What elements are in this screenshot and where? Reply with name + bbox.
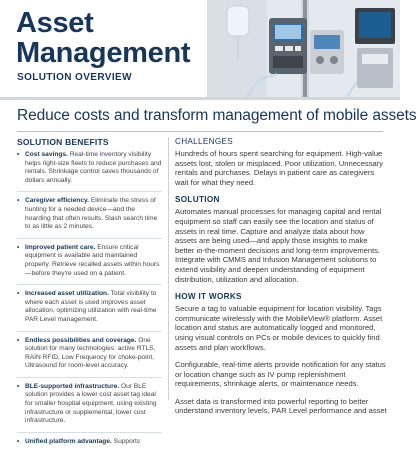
benefit-item (17, 244, 162, 278)
solution-text: Automates manual processes for managing capital and rental equipment so staff can easily see the location and status of assets in real time. Capture and analyze data about how assets are being used—and apply those insights to make better in-the-moment decisions and long-term improvements. Integrate with CMMS and Infusion Management solutions to extend visibility and deepen understanding of equipment distribution, utilization and allocation. (175, 207, 382, 284)
benefit-text: One solution for many technologies: active RTLS, RAIN RFID, Low Frequency for choke-point, Ultrasound for room-level accuracy. (25, 336, 156, 370)
bullet-icon: • (17, 336, 20, 344)
bullet-icon: • (17, 197, 20, 205)
challenges-title: CHALLENGES (175, 137, 234, 146)
benefit-heading: Unified platform advantage. (25, 437, 112, 445)
benefit-heading: Cost savings. (25, 151, 68, 158)
solution-title: SOLUTION (175, 195, 220, 205)
title-line-2: Management (16, 37, 191, 69)
benefit-heading: Caregiver efficiency. (25, 197, 90, 205)
header (0, 0, 400, 97)
benefit-item (17, 151, 162, 185)
page-title (16, 8, 190, 68)
headline: Reduce costs and transform management of mobile assets (17, 107, 417, 124)
bullet-icon: • (17, 151, 20, 158)
benefit-text: Total visibility to where each asset is used improves asset allocation, optimizing utilization with real-time PAR Level management. (25, 290, 157, 323)
how-it-works-paragraph: Asset data is transformed into powerful reporting to better understand inventory levels, PAR Level performance and asset (175, 396, 387, 416)
benefit-heading: BLE-supported infrastructure. (25, 382, 120, 390)
benefit-text: Ensure critical equipment is available and maintained properly. Retrieve recalled assets within hours—before they're used on a patient. (25, 243, 160, 277)
benefit-item (17, 197, 162, 231)
how-it-works-title: HOW IT WORKS (175, 292, 242, 302)
challenges-text: Hundreds of hours spent searching for equipment. High-value assets lost, stolen or misplaced. Poor utilization. Unnecessary rentals and purchases. Delays in patient care as caregivers wait for what they need. (175, 149, 384, 187)
benefit-item (17, 438, 162, 447)
page-subtitle: SOLUTION OVERVIEW (17, 72, 132, 83)
benefit-item (17, 383, 162, 426)
benefit-text: Our BLE solution provides a lower cost asset tag ideal for smaller hospital equipment, using existing infrastructure or supplemental, lower cost infrastructure. (25, 382, 157, 425)
benefit-item (17, 337, 162, 371)
benefit-heading: Increased asset utilization. (25, 290, 109, 298)
solution-benefits-column (17, 137, 162, 452)
how-it-works-paragraph: Secure a tag to valuable equipment for location visibility. Tags communicate wirelessly with the MobileView® platform. Asset location and status are automatically logged and monitored, using visual controls on PCs or mobile devices to quickly find assets and plan workflows. (175, 304, 383, 352)
benefit-text: Real-time inventory visibility helps right-size fleets to reduce purchases and rentals. Shrinkage control saves thousands of dollars annually. (25, 151, 162, 184)
benefit-heading: Improved patient care. (25, 243, 96, 251)
bullet-icon: • (17, 243, 20, 251)
benefit-heading: Endless possibilities and coverage. (25, 336, 137, 344)
benefit-divider (17, 331, 162, 332)
benefit-item (17, 290, 162, 324)
benefit-divider (17, 238, 162, 239)
column-divider (168, 137, 169, 400)
solution-benefits-title: SOLUTION BENEFITS (17, 137, 109, 147)
bullet-icon: • (17, 437, 20, 445)
benefit-divider (17, 191, 162, 192)
benefit-text: Eliminate the stress of hunting for a needed device—and the hoarding that often results. Slash search time to as little as 2 minutes. (25, 197, 158, 231)
hospital-equipment-photo (207, 0, 400, 97)
benefit-divider (17, 432, 162, 433)
overview-column (175, 137, 387, 416)
headline-divider (17, 131, 383, 132)
header-divider (0, 97, 400, 100)
title-line-1: Asset (16, 7, 94, 39)
benefit-divider (17, 377, 162, 378)
bullet-icon: • (17, 290, 20, 298)
benefit-divider (17, 284, 162, 285)
how-it-works-paragraph: Configurable, real-time alerts provide notification for any status or location change such as IV pump replenishment requirements, shrinkage alerts, or maintenance needs. (175, 360, 386, 389)
benefit-text: Supports (111, 437, 141, 445)
bullet-icon: • (17, 382, 20, 390)
